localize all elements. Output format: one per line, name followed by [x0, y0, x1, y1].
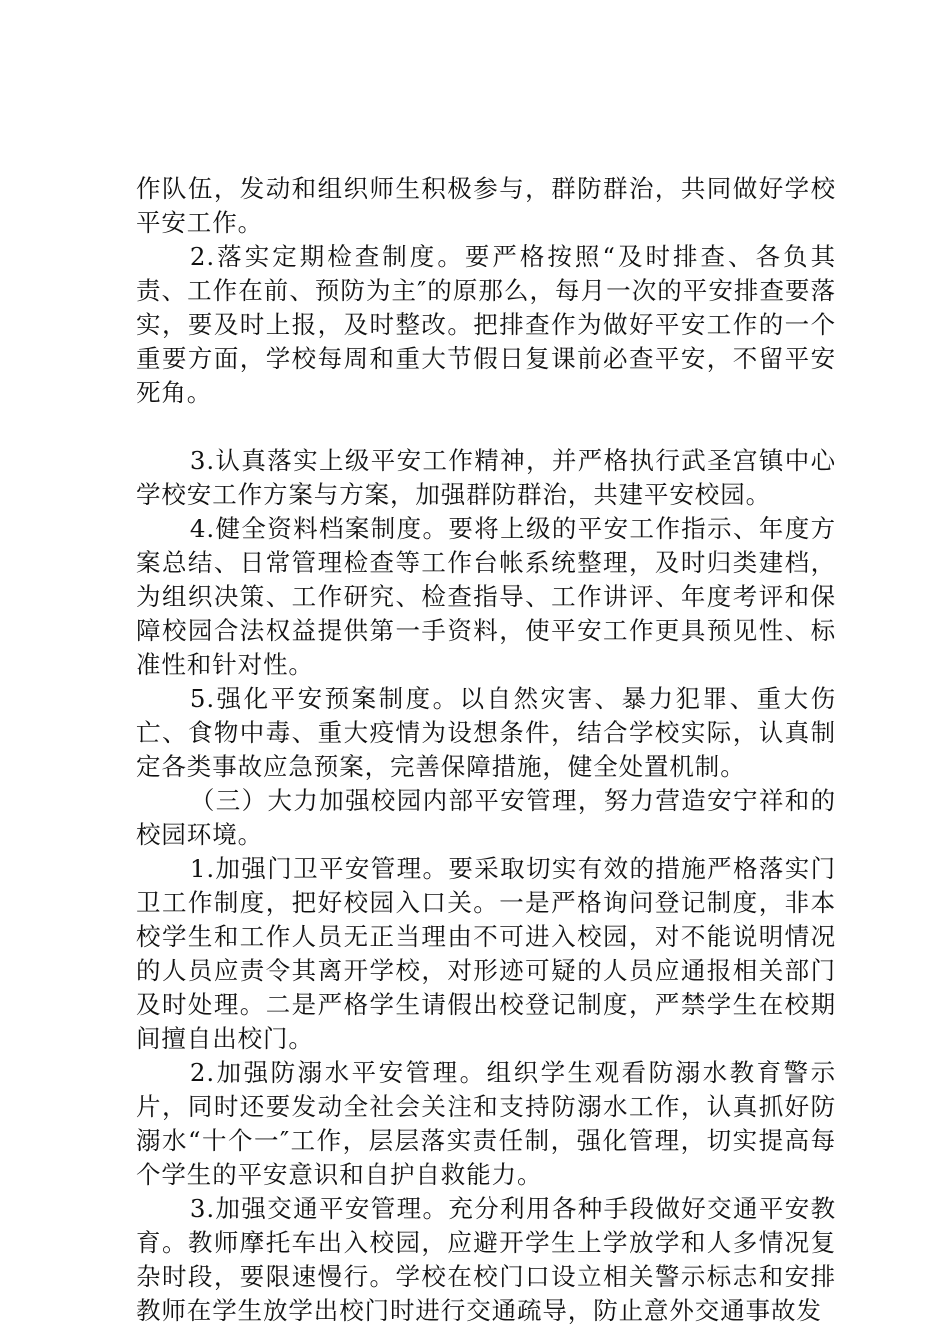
paragraph-gate-safety: 1.加强门卫平安管理。要采取切实有效的措施严格落实门卫工作制度，把好校园入口关。一是严格询问登记制度，非本校学生和工作人员无正当理由不可进入校园，对不能说明情况的人员应责令其离开学校，对形迹可疑的人员应通报相关部门及时处理。二是严格学生请假出校登记制度，严禁学生在校期间擅自出校门。 [136, 854, 836, 1053]
paragraph-gap [136, 410, 836, 444]
paragraph-archive-system: 4.健全资料档案制度。要将上级的平安工作指示、年度方案总结、日常管理检查等工作台帐系统整理，及时归类建档，为组织决策、工作研究、检查指导、工作讲评、年度考评和保障校园合法权益提供第一手资料，使平安工作更具预见性、标准性和针对性。 [136, 514, 836, 679]
paragraph-traffic-safety: 3.加强交通平安管理。充分利用各种手段做好交通平安教育。教师摩托车出入校园，应避开学生上学放学和人多情况复杂时段，要限速慢行。学校在校门口设立相关警示标志和安排教师在学生放学出校门时进行交通疏导，防止意外交通事故发 [136, 1194, 836, 1325]
paragraph-drowning-prevention: 2.加强防溺水平安管理。组织学生观看防溺水教育警示片，同时还要发动全社会关注和支持防溺水工作，认真抓好防溺水“十个一″工作，层层落实责任制，强化管理，切实提高每个学生的平安意识和自护自救能力。 [136, 1058, 836, 1189]
document-body [136, 172, 836, 1328]
paragraph-regular-inspection: 2.落实定期检查制度。要严格按照“及时排查、各负其责、工作在前、预防为主″的原那么，每月一次的平安排查要落实，要及时上报，及时整改。把排查作为做好平安工作的一个重要方面，学校每周和重大节假日复课前必查平安，不留平安死角。 [136, 242, 836, 407]
paragraph-implement-spirit: 3.认真落实上级平安工作精神，并严格执行武圣宫镇中心学校安工作方案与方案，加强群防群治，共建平安校园。 [136, 446, 836, 509]
section-heading-internal-safety: （三）大力加强校园内部平安管理，努力营造安宁祥和的校园环境。 [136, 786, 836, 849]
paragraph-emergency-plan: 5.强化平安预案制度。以自然灾害、暴力犯罪、重大伤亡、食物中毒、重大疫情为设想条件，结合学校实际，认真制定各类事故应急预案，完善保障措施，健全处置机制。 [136, 684, 836, 781]
paragraph-team-continuation: 作队伍，发动和组织师生积极参与，群防群治，共同做好学校平安工作。 [136, 174, 836, 237]
